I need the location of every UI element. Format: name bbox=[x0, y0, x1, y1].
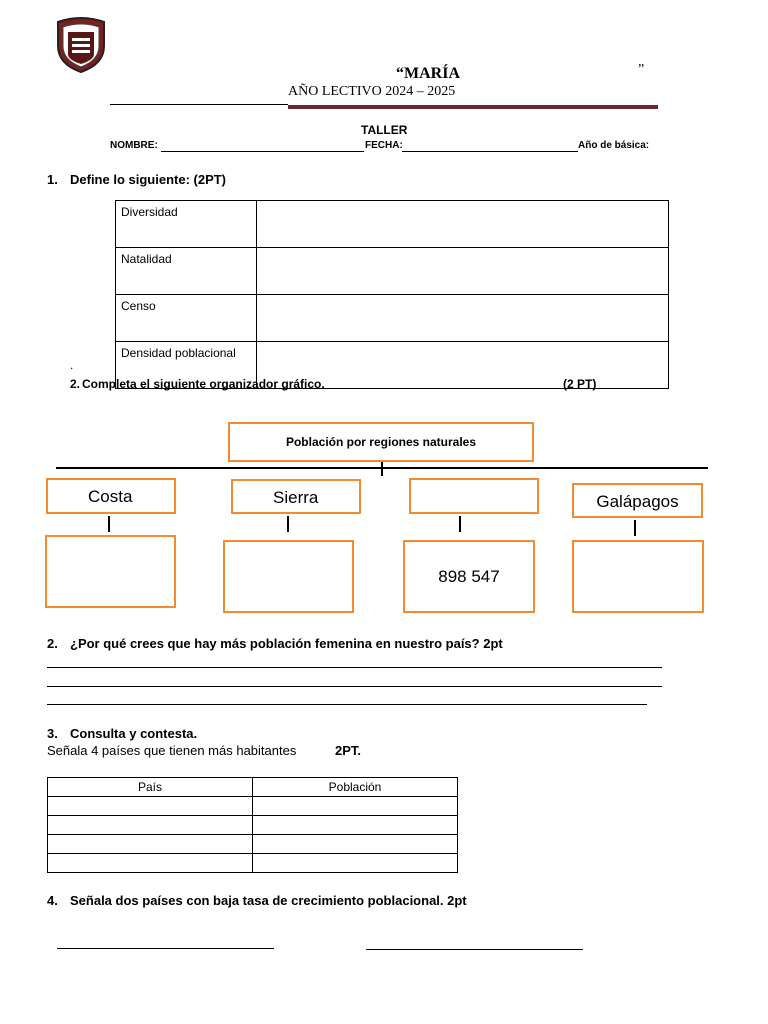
definitions-table bbox=[115, 200, 669, 389]
region-value: 898 547 bbox=[438, 567, 500, 586]
q1-number: 1. bbox=[47, 172, 58, 187]
value-box-galapagos[interactable] bbox=[572, 540, 704, 613]
table-header-row bbox=[48, 778, 458, 797]
q2a-points: (2 PT) bbox=[563, 377, 597, 391]
q2a-number: 2. bbox=[70, 377, 81, 391]
date-field[interactable] bbox=[402, 151, 578, 152]
value-box-costa[interactable] bbox=[45, 535, 176, 608]
q3-number: 3. bbox=[47, 726, 58, 741]
definition-cell[interactable] bbox=[257, 295, 669, 342]
answer-line[interactable] bbox=[47, 667, 662, 668]
q2a-text: Completa el siguiente organizador gráfico. bbox=[82, 377, 325, 391]
answer-line[interactable] bbox=[47, 704, 647, 705]
table-cell[interactable] bbox=[48, 835, 253, 854]
stray-dot: . bbox=[70, 358, 74, 372]
column-header: Población bbox=[253, 778, 458, 797]
q3-title: Consulta y contesta. bbox=[70, 726, 198, 741]
grade-label: Año de básica: bbox=[578, 140, 650, 151]
term-cell: Densidad poblacional bbox=[116, 342, 257, 389]
column-header: País bbox=[48, 778, 253, 797]
countries-table bbox=[47, 777, 458, 873]
q1-text: Define lo siguiente: (2PT) bbox=[70, 172, 227, 187]
region-label: Sierra bbox=[273, 488, 319, 507]
table-row bbox=[48, 816, 458, 835]
region-tick bbox=[634, 520, 636, 536]
value-box-sierra[interactable] bbox=[223, 540, 354, 613]
value-box-third bbox=[403, 540, 535, 613]
q3-instruction: Señala 4 países que tienen más habitantes bbox=[47, 743, 297, 758]
table-row bbox=[48, 797, 458, 816]
q4-number: 4. bbox=[47, 893, 58, 908]
table-row bbox=[116, 248, 669, 295]
school-name: “MARÍA bbox=[396, 65, 460, 82]
region-box-galapagos bbox=[572, 483, 703, 518]
term-cell: Diversidad bbox=[116, 201, 257, 248]
region-box-sierra bbox=[231, 479, 361, 514]
table-row bbox=[116, 295, 669, 342]
table-row bbox=[116, 201, 669, 248]
region-tick bbox=[459, 516, 461, 532]
q3-points: 2PT. bbox=[335, 743, 362, 758]
region-label: Galápagos bbox=[596, 492, 679, 511]
term-cell: Natalidad bbox=[116, 248, 257, 295]
name-label: NOMBRE: bbox=[110, 140, 158, 151]
table-cell[interactable] bbox=[48, 816, 253, 835]
region-tick bbox=[108, 516, 110, 532]
header-rule bbox=[288, 105, 658, 109]
table-row bbox=[48, 835, 458, 854]
organizer-title: Población por regiones naturales bbox=[285, 435, 477, 449]
page-title: TALLER bbox=[361, 123, 408, 137]
school-year: AÑO LECTIVO 2024 – 2025 bbox=[288, 84, 456, 99]
name-field[interactable] bbox=[161, 151, 364, 152]
q2b-text: ¿Por qué crees que hay más población femenina en nuestro país? 2pt bbox=[70, 636, 503, 651]
table-cell[interactable] bbox=[253, 835, 458, 854]
table-cell[interactable] bbox=[253, 816, 458, 835]
term-cell: Censo bbox=[116, 295, 257, 342]
definition-cell[interactable] bbox=[257, 201, 669, 248]
date-label: FECHA: bbox=[365, 140, 403, 151]
region-tick bbox=[287, 516, 289, 532]
answer-line[interactable] bbox=[57, 948, 274, 949]
table-row bbox=[48, 854, 458, 873]
organizer-center-tick bbox=[381, 462, 383, 476]
school-crest-logo bbox=[52, 16, 110, 74]
region-box-blank[interactable] bbox=[409, 478, 539, 514]
table-cell[interactable] bbox=[253, 797, 458, 816]
answer-line[interactable] bbox=[366, 949, 583, 950]
region-box-costa bbox=[46, 478, 176, 514]
organizer-title-box bbox=[228, 422, 534, 462]
closing-quote: ” bbox=[638, 62, 645, 77]
q4-text: Señala dos países con baja tasa de crecimiento poblacional. 2pt bbox=[70, 893, 467, 908]
table-cell[interactable] bbox=[48, 797, 253, 816]
region-label: Costa bbox=[88, 487, 133, 506]
q2b-number: 2. bbox=[47, 636, 58, 651]
definition-cell[interactable] bbox=[257, 248, 669, 295]
header-underline bbox=[110, 104, 288, 105]
table-cell[interactable] bbox=[48, 854, 253, 873]
table-cell[interactable] bbox=[253, 854, 458, 873]
answer-line[interactable] bbox=[47, 686, 662, 687]
